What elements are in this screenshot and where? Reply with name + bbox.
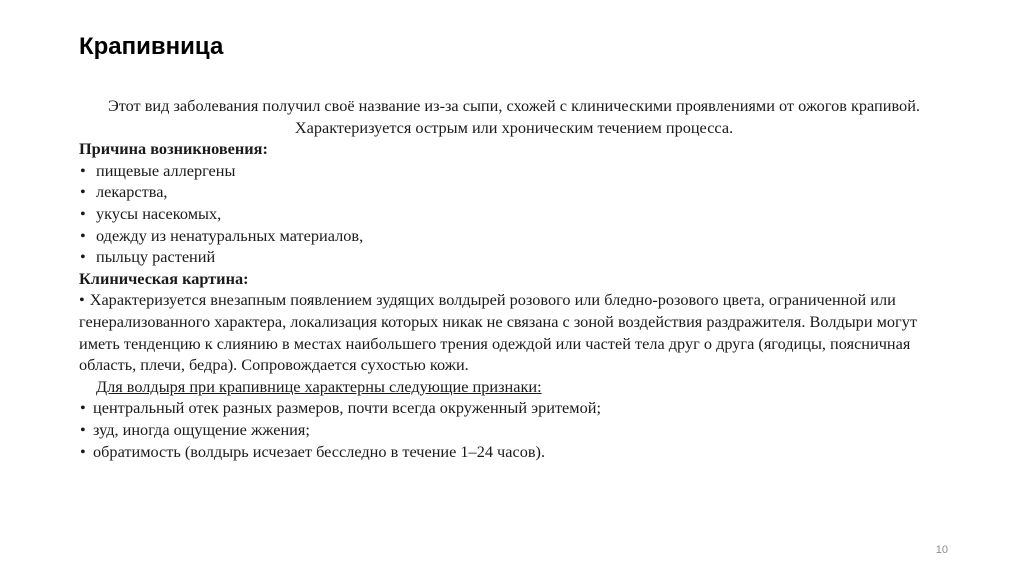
causes-heading: Причина возникновения:: [79, 139, 268, 159]
list-item: • центральный отек разных размеров, почти всегда окруженный эритемой;: [80, 398, 601, 418]
bullet-icon: •: [80, 441, 86, 461]
list-item: • зуд, иногда ощущение жжения;: [80, 419, 310, 439]
intro-paragraph: Этот вид заболевания получил своё название из-за сыпи, схожей с клиническими проявлениями от ожогов крапивой. Характеризуется острым или хроническим течением процесса.: [107, 96, 920, 137]
bullet-icon: •: [80, 203, 86, 223]
list-item: • обратимость (волдырь исчезает бесследно в течение 1–24 часов).: [80, 441, 546, 461]
list-item: • лекарства,: [80, 182, 168, 202]
clinical-heading: Клиническая картина:: [79, 268, 249, 288]
clinical-paragraph: • Характеризуется внезапным появлением зудящих волдырей розового или бледно-розового цвета, ограниченной или генерализованного характера, локализация которых никак не связана с зоной воздействия раздражителя. Волдыри могут иметь тенденцию к слиянию в местах наибольшего трения одеждой или частей тела друг о друга (ягодицы, поясничная область, плечи, бедра). Сопровождается сухостью кожи.: [79, 290, 917, 375]
bullet-icon: •: [79, 290, 85, 310]
list-item: • укусы насекомых,: [80, 203, 222, 223]
signs-list: [79, 397, 949, 462]
bullet-icon: •: [80, 160, 86, 180]
bullet-icon: •: [80, 225, 86, 245]
causes-list: [79, 160, 949, 268]
slide-title: Крапивница: [79, 33, 224, 60]
list-item: • пыльцу растений: [80, 247, 216, 267]
signs-heading: Для волдыря при крапивнице характерны следующие признаки:: [96, 376, 542, 396]
bullet-icon: •: [80, 182, 86, 202]
bullet-icon: •: [80, 419, 86, 439]
bullet-icon: •: [80, 247, 86, 267]
page-number: 10: [935, 544, 948, 556]
list-item: • пищевые аллергены: [80, 160, 236, 180]
list-item: • одежду из ненатуральных материалов,: [80, 225, 364, 245]
slide-content: [79, 95, 949, 462]
bullet-icon: •: [80, 398, 86, 418]
